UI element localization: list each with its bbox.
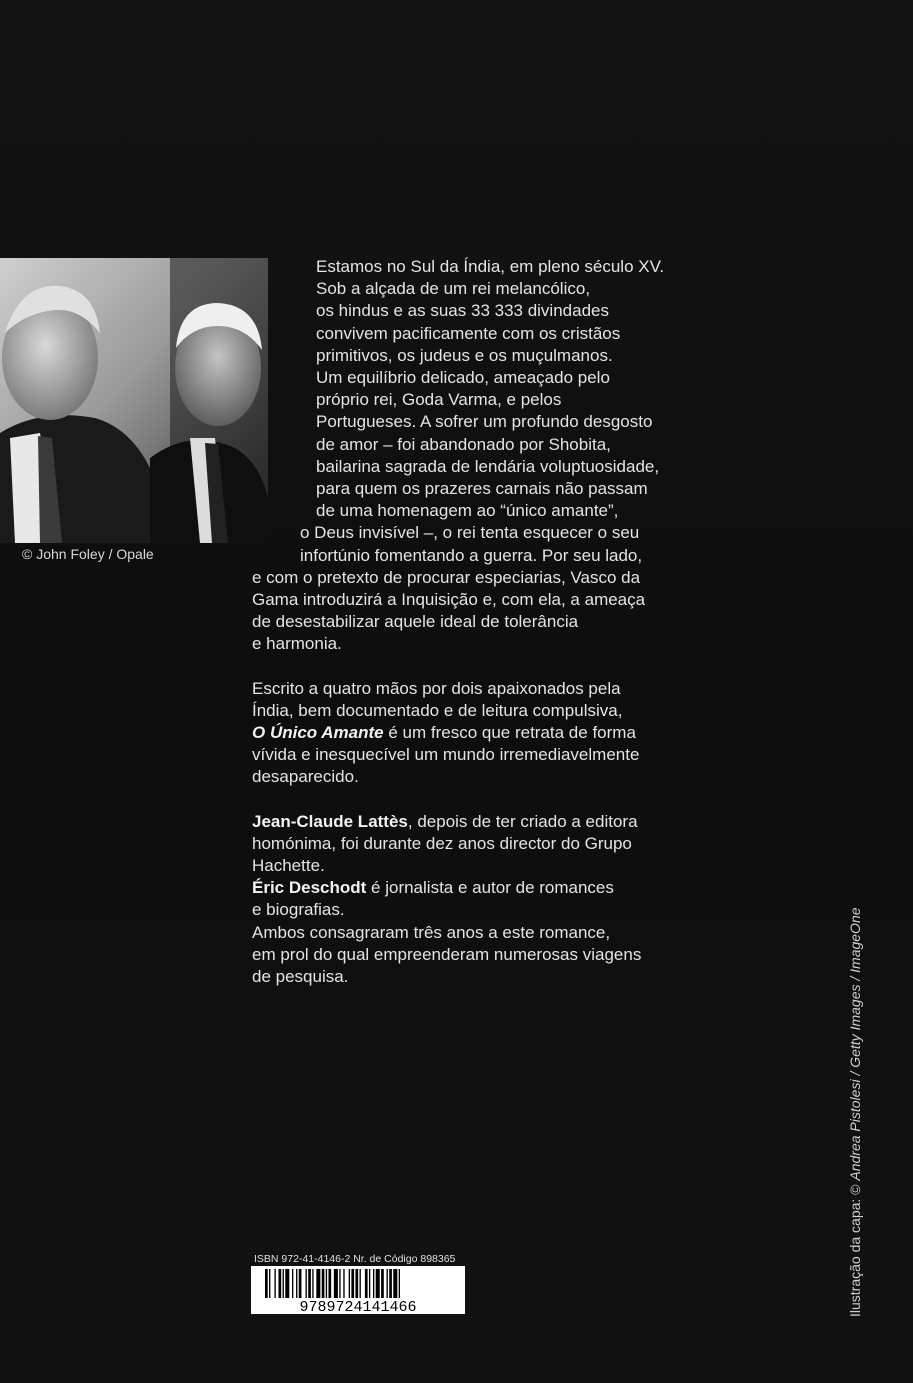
authors-photo-image — [0, 258, 268, 543]
synopsis-line: e harmonia. — [252, 634, 342, 654]
author-bio-line: Ambos consagraram três anos a este romance, — [252, 922, 611, 942]
synopsis-line: bailarina sagrada de lendária voluptuosidade, — [316, 456, 660, 476]
synopsis-line: primitivos, os judeus e os muçulmanos. — [316, 345, 613, 365]
author-bio-line: Jean-Claude Lattès, depois de ter criado a editora — [252, 811, 638, 831]
synopsis-line: infortúnio fomentando a guerra. Por seu lado, — [300, 545, 643, 565]
isbn-text: ISBN 972-41-4146-2 Nr. de Código 898365 — [254, 1253, 456, 1265]
synopsis-line: Estamos no Sul da Índia, em pleno século XV. — [316, 257, 665, 276]
photo-credit: © John Foley / Opale — [22, 546, 154, 562]
review-line: Índia, bem documentado e de leitura compulsiva, — [252, 700, 623, 720]
synopsis-line: de uma homenagem ao “único amante”, — [316, 501, 619, 521]
review-line: Escrito a quatro mãos por dois apaixonados pela — [252, 678, 621, 698]
synopsis-line: e com o pretexto de procurar especiarias, Vasco da — [252, 567, 641, 587]
synopsis-line: convivem pacificamente com os cristãos — [316, 323, 621, 343]
author-bio-line: de pesquisa. — [252, 967, 349, 987]
author-bio-line: e biografias. — [252, 900, 345, 920]
authors-photo — [0, 258, 268, 543]
synopsis-line: os hindus e as suas 33 333 divindades — [316, 301, 609, 321]
author-bio-line: homónima, foi durante dez anos director do Grupo — [252, 833, 632, 853]
author-bio-line: Hachette. — [252, 856, 325, 876]
cover-credit-names: Andrea Pistolesi / Getty Images / ImageOne — [847, 907, 863, 1181]
synopsis-text — [252, 256, 712, 988]
author-name: Jean-Claude Lattès — [252, 811, 408, 831]
author-name: Éric Deschodt — [252, 878, 367, 898]
cover-illustration-credit: Ilustração da capa: © Andrea Pistolesi / Getty Images / ImageOne — [847, 907, 863, 1317]
review-line: desaparecido. — [252, 767, 359, 787]
synopsis-line: Um equilíbrio delicado, ameaçado pelo — [316, 368, 610, 388]
synopsis-line: Sob a alçada de um rei melancólico, — [316, 279, 591, 299]
synopsis-line: de desestabilizar aquele ideal de tolerância — [252, 612, 579, 632]
author-bio-line: em prol do qual empreenderam numerosas viagens — [252, 944, 642, 964]
synopsis-line: de amor – foi abandonado por Shobita, — [316, 434, 611, 454]
synopsis-line: para quem os prazeres carnais não passam — [316, 479, 648, 499]
review-line: vívida e inesquecível um mundo irremediavelmente — [252, 745, 640, 765]
synopsis-line: Gama introduzirá a Inquisição e, com ela, a ameaça — [252, 590, 646, 610]
barcode — [251, 1266, 465, 1314]
barcode-image — [251, 1266, 465, 1314]
synopsis-line: o Deus invisível –, o rei tenta esquecer o seu — [300, 523, 640, 543]
synopsis-line: próprio rei, Goda Varma, e pelos — [316, 390, 562, 410]
author-bio-line: Éric Deschodt é jornalista e autor de romances — [252, 878, 614, 898]
barcode-digits: 9789724141466 — [299, 1299, 417, 1314]
synopsis-line: Portugueses. A sofrer um profundo desgosto — [316, 412, 653, 432]
book-title: O Único Amante — [252, 723, 384, 743]
review-line: O Único Amante é um fresco que retrata de forma — [252, 723, 636, 743]
